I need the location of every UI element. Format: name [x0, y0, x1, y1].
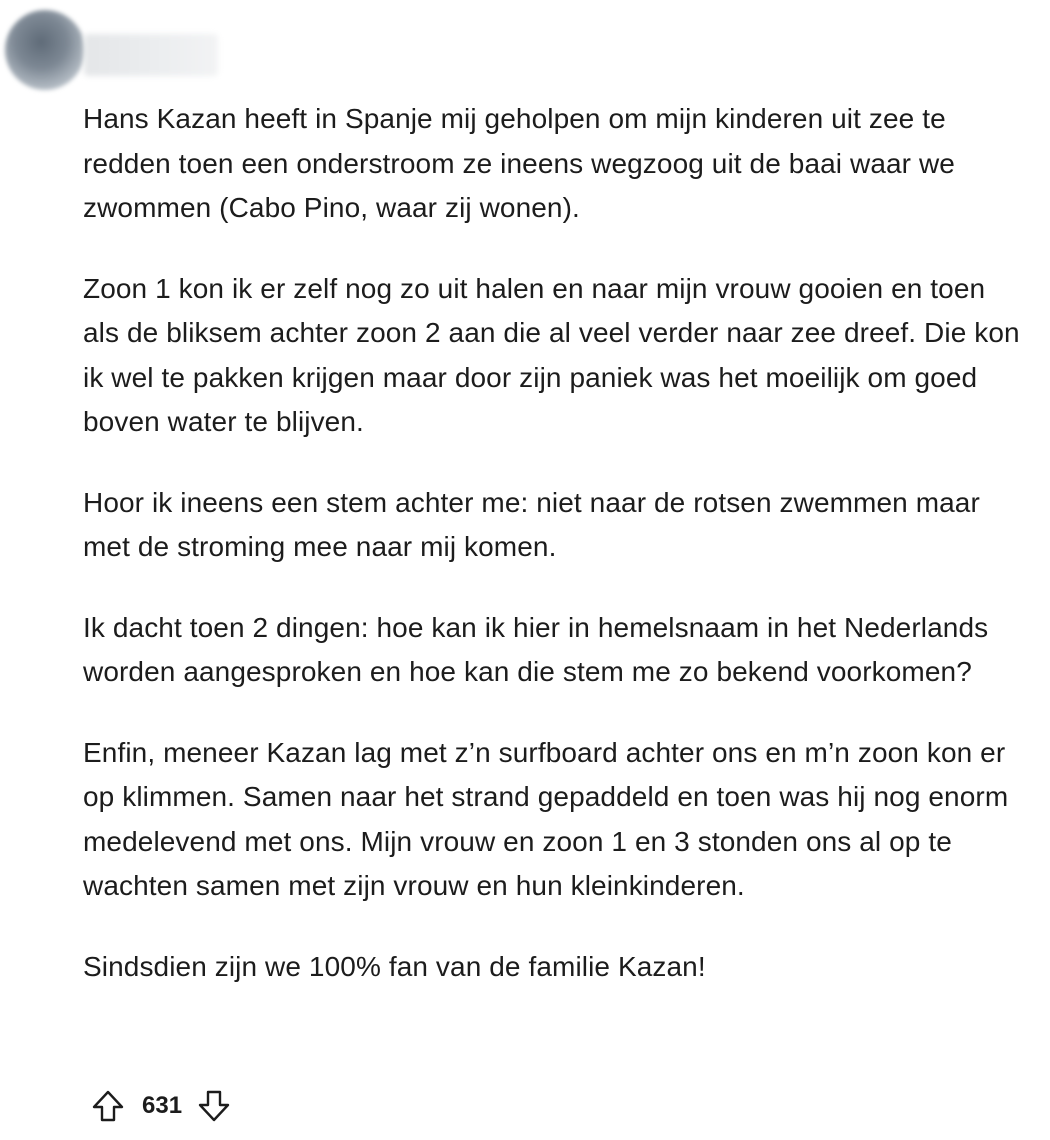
username-blurred[interactable] — [84, 34, 218, 76]
comment-paragraph: Sindsdien zijn we 100% fan van de familie Kazan! — [83, 950, 706, 982]
comment-paragraph: Enfin, meneer Kazan lag met z’n surfboard achter ons en m’n zoon kon er op klimmen. Samen naar het strand gepaddeld en toen was hij nog enorm medelevend met ons. Mijn vrouw en zoon 1 en 3 stonden ons al op te wachten samen met zijn vrouw en hun kleinkinderen. — [83, 736, 1009, 901]
comment-paragraph: Hoor ik ineens een stem achter me: niet naar de rotsen zwemmen maar met de stroming mee naar mij komen. — [83, 486, 980, 562]
comment-paragraph: Hans Kazan heeft in Spanje mij geholpen om mijn kinderen uit zee te redden toen een onderstroom ze ineens wegzoog uit de baai waar we zwommen (Cabo Pino, waar zij wonen). — [83, 103, 955, 223]
downvote-button[interactable] — [196, 1088, 232, 1124]
comment-body — [83, 97, 1028, 1025]
avatar[interactable] — [5, 10, 85, 90]
vote-score: 631 — [142, 1092, 183, 1119]
comment-paragraph: Zoon 1 kon ik er zelf nog zo uit halen en naar mijn vrouw gooien en toen als de bliksem achter zoon 2 aan die al veel verder naar zee dreef. Die kon ik wel te pakken krijgen maar door zijn paniek was het moeilijk om goed boven water te blijven. — [83, 272, 1020, 437]
vote-bar — [90, 1084, 232, 1128]
comment-paragraph: Ik dacht toen 2 dingen: hoe kan ik hier in hemelsnaam in het Nederlands worden aangesproken en hoe kan die stem me zo bekend voorkomen? — [83, 611, 989, 687]
upvote-button[interactable] — [90, 1088, 126, 1124]
arrow-down-outline-icon — [197, 1089, 231, 1123]
arrow-up-outline-icon — [91, 1089, 125, 1123]
